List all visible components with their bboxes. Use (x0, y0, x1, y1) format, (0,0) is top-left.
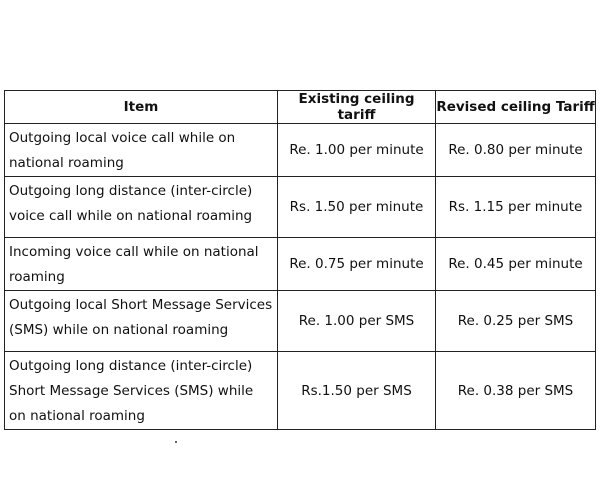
table-row (5, 238, 596, 291)
revised-tariff-cell: Re. 0.45 per minute (436, 238, 596, 291)
table-row (5, 177, 596, 238)
table-header (5, 91, 596, 124)
header-revised-tariff: Revised ceiling Tariff (436, 91, 596, 124)
revised-tariff-cell: Re. 0.38 per SMS (436, 352, 596, 430)
existing-tariff-cell: Re. 0.75 per minute (278, 238, 436, 291)
table-body (5, 124, 596, 430)
table-row (5, 124, 596, 177)
item-cell: Incoming voice call while on national roaming (5, 238, 278, 291)
revised-tariff-cell: Re. 0.25 per SMS (436, 291, 596, 352)
existing-tariff-cell: Rs.1.50 per SMS (278, 352, 436, 430)
item-cell: Outgoing long distance (inter-circle) voice call while on national roaming (5, 177, 278, 238)
existing-tariff-cell: Rs. 1.50 per minute (278, 177, 436, 238)
revised-tariff-cell: Rs. 1.15 per minute (436, 177, 596, 238)
revised-tariff-cell: Re. 0.80 per minute (436, 124, 596, 177)
item-cell: Outgoing local voice call while on national roaming (5, 124, 278, 177)
item-cell: Outgoing local Short Message Services (SMS) while on national roaming (5, 291, 278, 352)
existing-tariff-cell: Re. 1.00 per minute (278, 124, 436, 177)
existing-tariff-cell: Re. 1.00 per SMS (278, 291, 436, 352)
header-item: Item (5, 91, 278, 124)
table-row (5, 352, 596, 430)
item-cell: Outgoing long distance (inter-circle) Short Message Services (SMS) while on national roaming (5, 352, 278, 430)
table-row (5, 291, 596, 352)
header-row (5, 91, 596, 124)
tariff-table (4, 90, 596, 430)
header-existing-tariff: Existing ceiling tariff (278, 91, 436, 124)
stray-dot (175, 441, 177, 443)
